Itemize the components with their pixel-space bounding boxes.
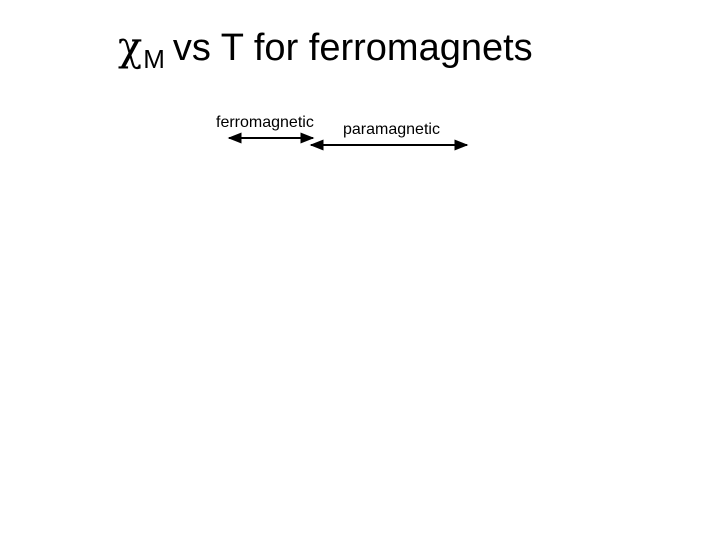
paramagnetic-label: paramagnetic — [343, 121, 440, 138]
title-subscript: M — [143, 44, 165, 74]
ferromagnetic-label: ferromagnetic — [216, 114, 314, 131]
title-text: vs T for ferromagnets — [172, 27, 533, 69]
chi-symbol: χ — [118, 24, 143, 70]
